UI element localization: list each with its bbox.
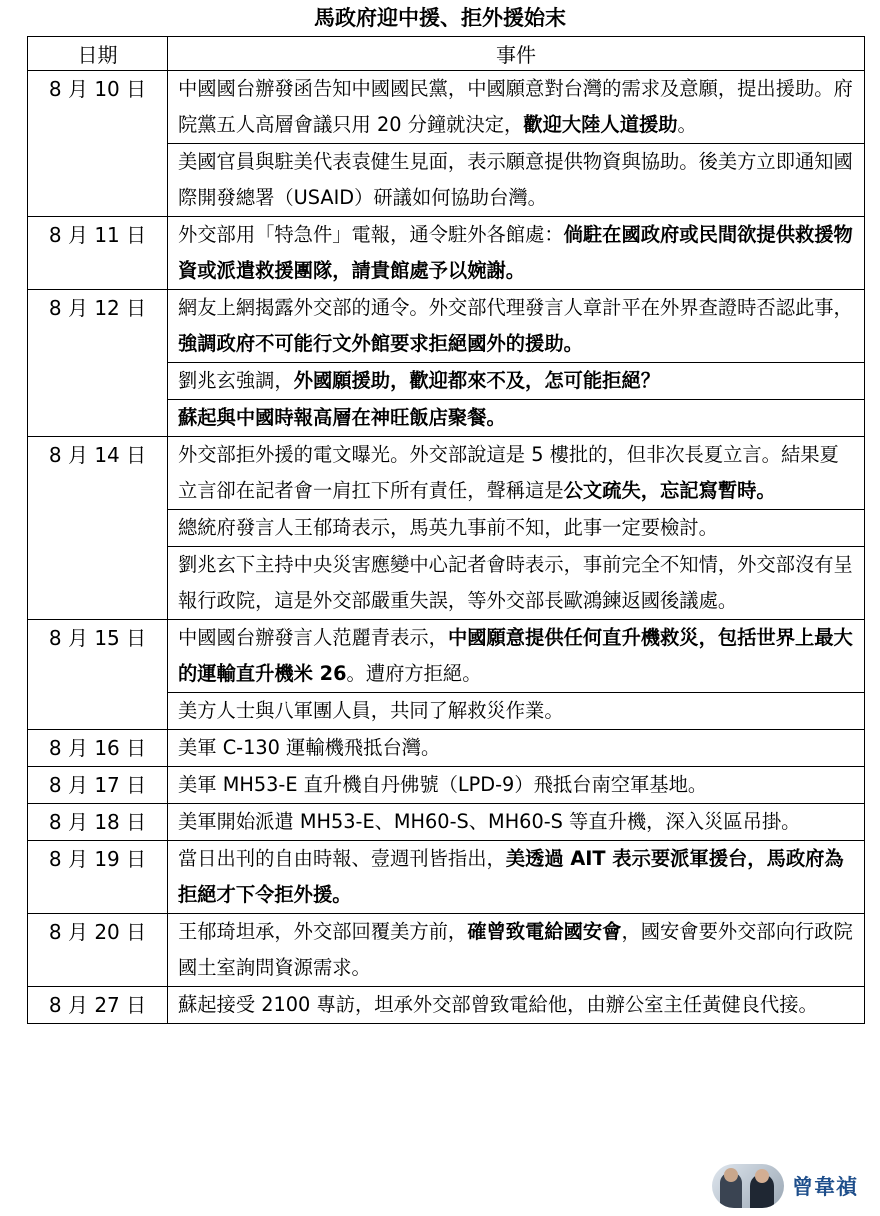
event-text: 蘇起接受 2100 專訪，坦承外交部曾致電給他，由辦公室主任黃健良代接。 bbox=[178, 993, 818, 1016]
event-description bbox=[168, 144, 865, 217]
author-signature: 曾韋禎 bbox=[792, 1174, 858, 1199]
author-photo bbox=[712, 1164, 784, 1208]
table-row bbox=[28, 987, 865, 1024]
event-text-emphasis: 中國願意提供任何直升機救災，包括世界上最大的運輸直升機米 26 bbox=[178, 626, 853, 685]
table-row bbox=[28, 730, 865, 767]
event-date: 8 月 19 日 bbox=[28, 841, 168, 914]
event-text: 劉兆玄下主持中央災害應變中心記者會時表示，事前完全不知情，外交部沒有呈報行政院，這是外交部嚴重失誤，等外交部長歐鴻鍊返國後議處。 bbox=[178, 553, 853, 612]
event-text: 網友上網揭露外交部的通令。外交部代理發言人章計平在外界查證時否認此事， bbox=[178, 296, 853, 319]
event-description bbox=[168, 620, 865, 693]
event-text: 中國國台辦發言人范麗青表示， bbox=[178, 626, 448, 649]
event-description bbox=[168, 804, 865, 841]
table-row bbox=[28, 620, 865, 693]
event-column-header: 事件 bbox=[168, 37, 865, 71]
event-text: 美國官員與駐美代表袁健生見面，表示願意提供物資與協助。後美方立即通知國際開發總署（USAID）研議如何協助台灣。 bbox=[178, 150, 853, 209]
event-description bbox=[168, 693, 865, 730]
event-text: 美軍開始派遣 MH53-E、MH60-S、MH60-S 等直升機，深入災區吊掛。 bbox=[178, 810, 801, 833]
table-row bbox=[28, 290, 865, 363]
event-text: 中國國台辦發函告知中國國民黨，中國願意對台灣的需求及意願，提出援助。府院黨五人高層會議只用 20 分鐘就決定， bbox=[178, 77, 853, 136]
event-description bbox=[168, 290, 865, 363]
page-title: 馬政府迎中援、拒外援始末 bbox=[314, 5, 566, 30]
event-text: 王郁琦坦承，外交部回覆美方前， bbox=[178, 920, 468, 943]
table-row bbox=[28, 71, 865, 144]
table-row bbox=[28, 217, 865, 290]
event-text-emphasis: 外國願援助，歡迎都來不及，怎可能拒絕？ bbox=[293, 369, 661, 392]
table-row bbox=[28, 437, 865, 510]
event-text: 。 bbox=[677, 113, 697, 136]
event-text-emphasis: 強調政府不可能行文外館要求拒絕國外的援助。 bbox=[178, 332, 583, 355]
event-description bbox=[168, 547, 865, 620]
event-text: 劉兆玄強調， bbox=[178, 369, 294, 392]
event-date: 8 月 18 日 bbox=[28, 804, 168, 841]
event-text: 外交部拒外援的電文曝光。外交部說這是 5 樓批的，但非次長夏立言。結果夏立言卻在記者會一肩扛下所有責任，聲稱這是 bbox=[178, 443, 839, 502]
event-text: 美軍 MH53-E 直升機自丹佛號（LPD-9）飛抵台南空軍基地。 bbox=[178, 773, 708, 796]
event-description bbox=[168, 914, 865, 987]
event-description bbox=[168, 767, 865, 804]
event-text: 美軍 C-130 運輸機飛抵台灣。 bbox=[178, 736, 441, 759]
table-row bbox=[28, 914, 865, 987]
event-date: 8 月 12 日 bbox=[28, 290, 168, 437]
event-date: 8 月 11 日 bbox=[28, 217, 168, 290]
table-row bbox=[28, 804, 865, 841]
event-description bbox=[168, 363, 865, 400]
table-row bbox=[28, 767, 865, 804]
event-text-emphasis: 公文疏失，忘記寫暫時。 bbox=[563, 479, 776, 502]
table-row bbox=[28, 841, 865, 914]
event-date: 8 月 17 日 bbox=[28, 767, 168, 804]
event-description bbox=[168, 400, 865, 437]
event-date: 8 月 27 日 bbox=[28, 987, 168, 1024]
event-description bbox=[168, 987, 865, 1024]
event-text-emphasis: 美透過 AIT 表示要派軍援台，馬政府為拒絕才下令拒外援。 bbox=[178, 847, 844, 906]
event-description bbox=[168, 841, 865, 914]
event-text-emphasis: 倘駐在國政府或民間欲提供救援物資或派遣救援團隊，請貴館處予以婉謝。 bbox=[178, 223, 853, 282]
event-date: 8 月 14 日 bbox=[28, 437, 168, 620]
event-text-emphasis: 確曾致電給國安會 bbox=[467, 920, 622, 943]
event-description bbox=[168, 510, 865, 547]
event-description bbox=[168, 71, 865, 144]
event-text: ，國安會要外交部向行政院國土室詢問資源需求。 bbox=[178, 920, 853, 979]
event-text-emphasis: 蘇起與中國時報高層在神旺飯店聚餐。 bbox=[178, 406, 506, 429]
event-date: 8 月 15 日 bbox=[28, 620, 168, 730]
table-header-row bbox=[28, 37, 865, 71]
event-date: 8 月 20 日 bbox=[28, 914, 168, 987]
event-text: 總統府發言人王郁琦表示，馬英九事前不知，此事一定要檢討。 bbox=[178, 516, 718, 539]
event-text: 。遭府方拒絕。 bbox=[346, 662, 482, 685]
event-description bbox=[168, 437, 865, 510]
event-text-emphasis: 歡迎大陸人道援助 bbox=[523, 113, 678, 136]
author-credit bbox=[712, 1164, 858, 1208]
event-date: 8 月 10 日 bbox=[28, 71, 168, 217]
event-text: 外交部用「特急件」電報，通令駐外各館處： bbox=[178, 223, 564, 246]
date-column-header: 日期 bbox=[28, 37, 168, 71]
event-text: 當日出刊的自由時報、壹週刊皆指出， bbox=[178, 847, 506, 870]
event-text: 美方人士與八軍團人員，共同了解救災作業。 bbox=[178, 699, 564, 722]
event-description bbox=[168, 730, 865, 767]
event-description bbox=[168, 217, 865, 290]
event-date: 8 月 16 日 bbox=[28, 730, 168, 767]
timeline-table bbox=[27, 36, 865, 1024]
table-body bbox=[28, 71, 865, 1024]
